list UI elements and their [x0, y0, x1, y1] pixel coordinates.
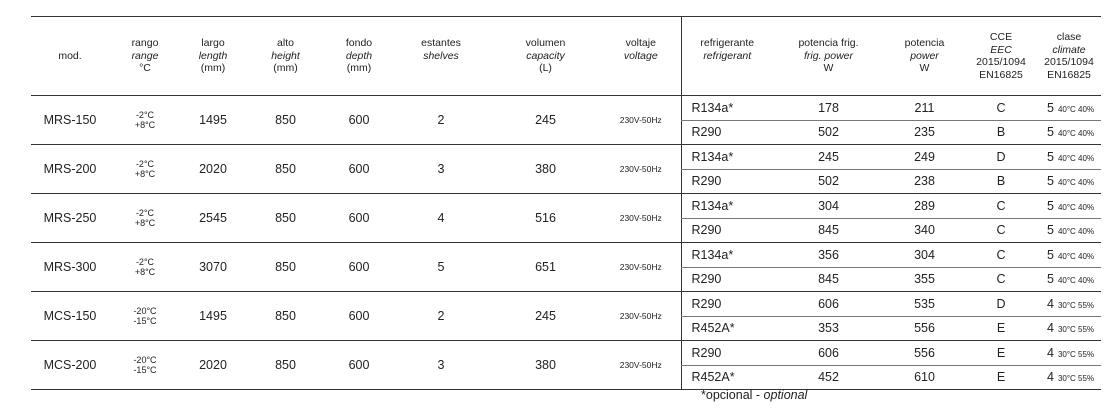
cell-model: MRS-200	[31, 145, 109, 194]
cell-power: 211	[884, 96, 965, 121]
table-row	[31, 243, 1101, 268]
cell-refrigerant: R290	[681, 218, 773, 243]
table-row	[31, 145, 1101, 170]
cell-climate-class	[1037, 120, 1101, 145]
cell-frig-power: 845	[773, 218, 884, 243]
cell-power: 238	[884, 169, 965, 194]
cell-range: -20°C -15°C	[109, 292, 181, 341]
cell-capacity: 380	[490, 341, 601, 390]
cell-power: 289	[884, 194, 965, 219]
cell-climate-class	[1037, 341, 1101, 366]
table-row	[31, 96, 1101, 121]
cell-length: 2020	[181, 341, 245, 390]
climate-class-number: 5	[1047, 149, 1054, 164]
climate-conditions: 40°C 40%	[1057, 276, 1095, 286]
cell-range: -20°C -15°C	[109, 341, 181, 390]
cell-eec: C	[965, 267, 1037, 292]
cell-capacity: 651	[490, 243, 601, 292]
header-range: rango range °C	[109, 17, 181, 96]
cell-refrigerant: R290	[681, 341, 773, 366]
header-row	[31, 17, 1101, 96]
header-eec: CCE EEC 2015/1094 EN16825	[965, 17, 1037, 96]
cell-refrigerant: R290	[681, 120, 773, 145]
cell-shelves: 5	[392, 243, 490, 292]
cell-depth: 600	[326, 145, 392, 194]
cell-climate-class	[1037, 267, 1101, 292]
cell-refrigerant: R452A*	[681, 365, 773, 390]
header-refrigerant: refrigerante refrigerant	[681, 17, 773, 96]
cell-range: -2°C +8°C	[109, 145, 181, 194]
cell-frig-power: 245	[773, 145, 884, 170]
cell-eec: C	[965, 194, 1037, 219]
climate-class-number: 5	[1047, 125, 1054, 140]
cell-length: 2020	[181, 145, 245, 194]
cell-eec: E	[965, 316, 1037, 341]
cell-eec: E	[965, 365, 1037, 390]
cell-eec: C	[965, 218, 1037, 243]
cell-depth: 600	[326, 341, 392, 390]
cell-depth: 600	[326, 292, 392, 341]
cell-climate-class	[1037, 145, 1101, 170]
cell-length: 3070	[181, 243, 245, 292]
cell-range: -2°C +8°C	[109, 194, 181, 243]
cell-capacity: 245	[490, 96, 601, 145]
footnote: *opcional - optional	[701, 388, 808, 402]
climate-class-number: 4	[1047, 370, 1054, 385]
cell-eec: C	[965, 96, 1037, 121]
cell-power: 340	[884, 218, 965, 243]
cell-voltage: 230V-50Hz	[601, 341, 681, 390]
climate-conditions: 40°C 40%	[1057, 178, 1095, 188]
cell-refrigerant: R452A*	[681, 316, 773, 341]
cell-eec: B	[965, 169, 1037, 194]
climate-conditions: 40°C 40%	[1057, 104, 1095, 114]
cell-climate-class	[1037, 243, 1101, 268]
cell-model: MCS-200	[31, 341, 109, 390]
cell-frig-power: 304	[773, 194, 884, 219]
cell-climate-class	[1037, 169, 1101, 194]
cell-length: 1495	[181, 292, 245, 341]
cell-power: 355	[884, 267, 965, 292]
climate-conditions: 30°C 55%	[1057, 325, 1095, 335]
cell-frig-power: 502	[773, 120, 884, 145]
cell-refrigerant: R134a*	[681, 145, 773, 170]
climate-conditions: 40°C 40%	[1057, 227, 1095, 237]
climate-class-number: 4	[1047, 296, 1054, 311]
cell-height: 850	[245, 194, 326, 243]
cell-voltage: 230V-50Hz	[601, 96, 681, 145]
header-capacity: volumen capacity (L)	[490, 17, 601, 96]
header-mod: mod.	[31, 17, 109, 96]
spec-table	[31, 16, 1101, 390]
spec-table-container	[31, 16, 1101, 390]
cell-eec: B	[965, 120, 1037, 145]
cell-power: 235	[884, 120, 965, 145]
cell-depth: 600	[326, 96, 392, 145]
climate-conditions: 40°C 40%	[1057, 202, 1095, 212]
cell-refrigerant: R290	[681, 267, 773, 292]
cell-eec: E	[965, 341, 1037, 366]
cell-depth: 600	[326, 194, 392, 243]
climate-conditions: 40°C 40%	[1057, 251, 1095, 261]
cell-frig-power: 502	[773, 169, 884, 194]
cell-frig-power: 353	[773, 316, 884, 341]
cell-climate-class	[1037, 292, 1101, 317]
climate-class-number: 4	[1047, 345, 1054, 360]
header-depth: fondo depth (mm)	[326, 17, 392, 96]
cell-climate-class	[1037, 218, 1101, 243]
cell-height: 850	[245, 292, 326, 341]
spec-table-body	[31, 96, 1101, 390]
cell-model: MRS-300	[31, 243, 109, 292]
cell-frig-power: 606	[773, 341, 884, 366]
cell-height: 850	[245, 341, 326, 390]
cell-frig-power: 606	[773, 292, 884, 317]
cell-height: 850	[245, 243, 326, 292]
cell-shelves: 3	[392, 341, 490, 390]
cell-capacity: 245	[490, 292, 601, 341]
cell-model: MCS-150	[31, 292, 109, 341]
cell-frig-power: 356	[773, 243, 884, 268]
cell-climate-class	[1037, 96, 1101, 121]
cell-power: 535	[884, 292, 965, 317]
cell-refrigerant: R134a*	[681, 194, 773, 219]
climate-class-number: 5	[1047, 174, 1054, 189]
header-power: potencia power W	[884, 17, 965, 96]
climate-conditions: 40°C 40%	[1057, 153, 1095, 163]
cell-eec: D	[965, 292, 1037, 317]
cell-refrigerant: R290	[681, 292, 773, 317]
cell-shelves: 2	[392, 292, 490, 341]
cell-frig-power: 845	[773, 267, 884, 292]
cell-power: 556	[884, 341, 965, 366]
cell-length: 2545	[181, 194, 245, 243]
cell-shelves: 3	[392, 145, 490, 194]
cell-climate-class	[1037, 316, 1101, 341]
climate-conditions: 40°C 40%	[1057, 129, 1095, 139]
climate-conditions: 30°C 55%	[1057, 300, 1095, 310]
climate-conditions: 30°C 55%	[1057, 374, 1095, 384]
header-voltage: voltaje voltage	[601, 17, 681, 96]
cell-power: 304	[884, 243, 965, 268]
cell-eec: D	[965, 145, 1037, 170]
header-shelves: estantes shelves	[392, 17, 490, 96]
cell-power: 610	[884, 365, 965, 390]
cell-capacity: 380	[490, 145, 601, 194]
table-row	[31, 341, 1101, 366]
cell-model: MRS-250	[31, 194, 109, 243]
cell-voltage: 230V-50Hz	[601, 243, 681, 292]
header-length: largo length (mm)	[181, 17, 245, 96]
cell-frig-power: 452	[773, 365, 884, 390]
cell-depth: 600	[326, 243, 392, 292]
cell-climate-class	[1037, 365, 1101, 390]
cell-refrigerant: R290	[681, 169, 773, 194]
cell-shelves: 2	[392, 96, 490, 145]
cell-frig-power: 178	[773, 96, 884, 121]
climate-class-number: 5	[1047, 100, 1054, 115]
cell-refrigerant: R134a*	[681, 96, 773, 121]
table-row	[31, 194, 1101, 219]
table-row	[31, 292, 1101, 317]
climate-class-number: 4	[1047, 321, 1054, 336]
cell-voltage: 230V-50Hz	[601, 145, 681, 194]
cell-refrigerant: R134a*	[681, 243, 773, 268]
cell-power: 556	[884, 316, 965, 341]
climate-class-number: 5	[1047, 247, 1054, 262]
climate-class-number: 5	[1047, 223, 1054, 238]
climate-class-number: 5	[1047, 272, 1054, 287]
cell-height: 850	[245, 145, 326, 194]
header-frig-power: potencia frig. frig. power W	[773, 17, 884, 96]
cell-eec: C	[965, 243, 1037, 268]
climate-conditions: 30°C 55%	[1057, 349, 1095, 359]
cell-length: 1495	[181, 96, 245, 145]
cell-model: MRS-150	[31, 96, 109, 145]
cell-shelves: 4	[392, 194, 490, 243]
cell-climate-class	[1037, 194, 1101, 219]
cell-power: 249	[884, 145, 965, 170]
header-climate-class: clase climate 2015/1094 EN16825	[1037, 17, 1101, 96]
climate-class-number: 5	[1047, 198, 1054, 213]
cell-capacity: 516	[490, 194, 601, 243]
cell-range: -2°C +8°C	[109, 243, 181, 292]
header-height: alto height (mm)	[245, 17, 326, 96]
cell-voltage: 230V-50Hz	[601, 292, 681, 341]
cell-range: -2°C +8°C	[109, 96, 181, 145]
cell-voltage: 230V-50Hz	[601, 194, 681, 243]
cell-height: 850	[245, 96, 326, 145]
